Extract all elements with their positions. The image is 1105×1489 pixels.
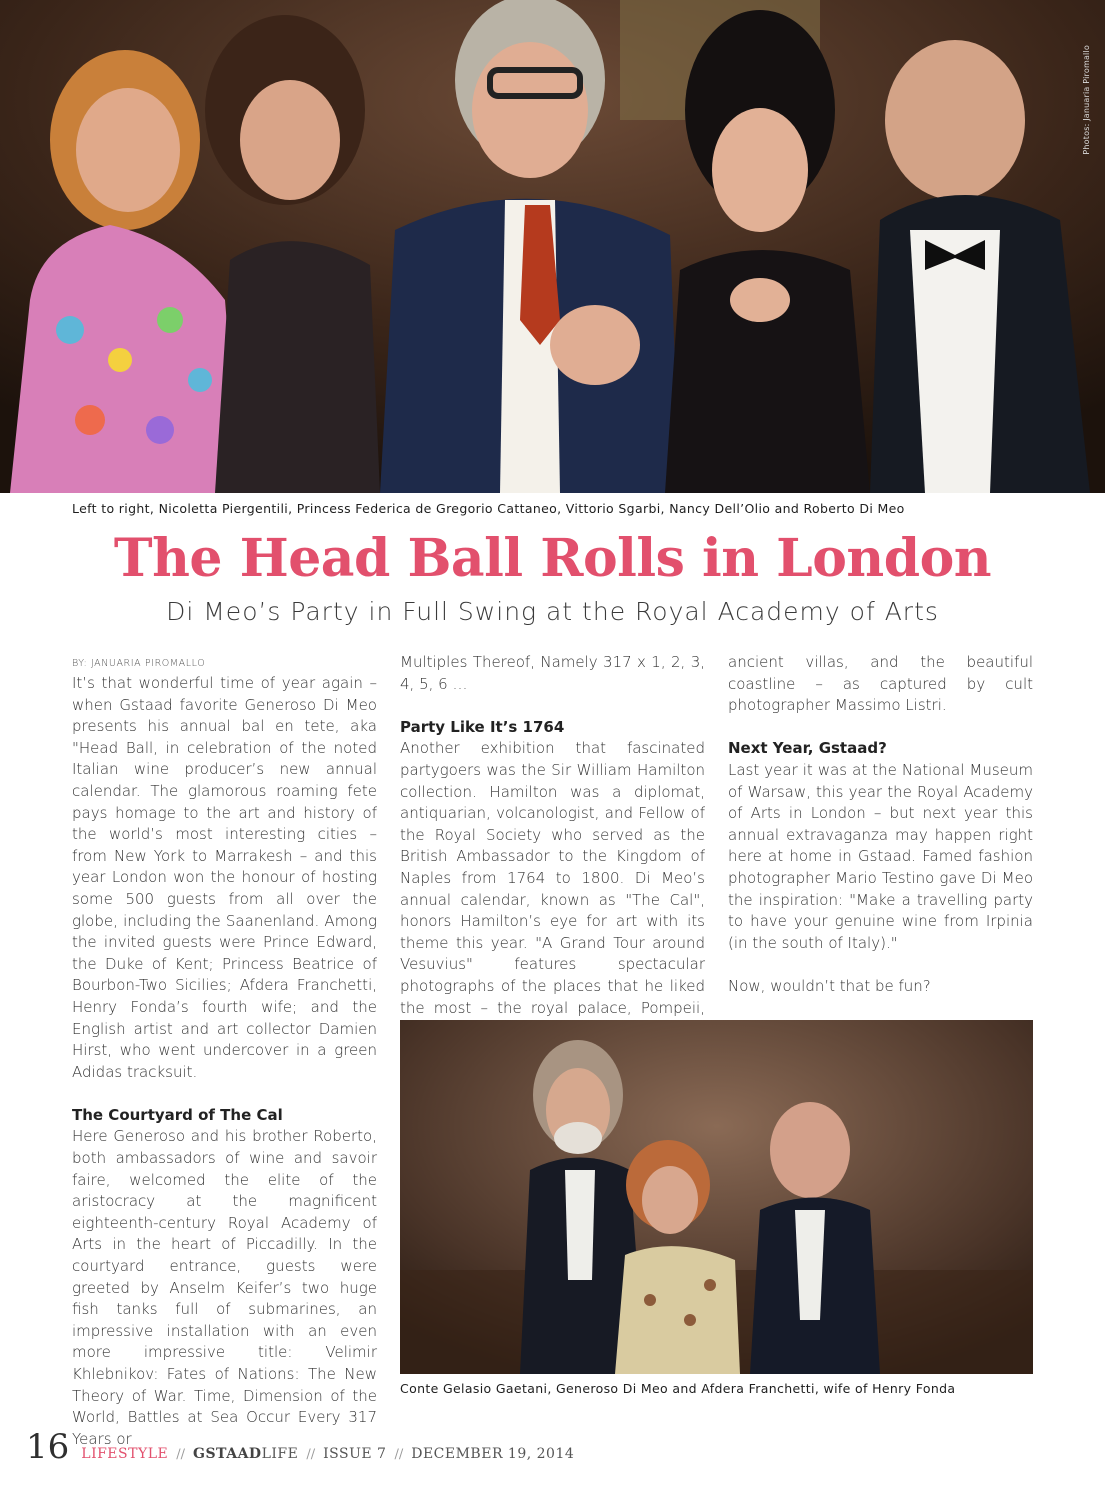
issue-date: DECEMBER 19, 2014 (411, 1446, 575, 1462)
footer-separator: // (176, 1447, 185, 1462)
article-column-3 (728, 652, 1033, 998)
article-column-2 (400, 652, 705, 1041)
issue-number: ISSUE 7 (323, 1446, 387, 1462)
footer-separator: // (306, 1447, 316, 1462)
article-paragraph: Another exhibition that fascinated partygoers was the Sir William Hamilton collection. Hamilton was a diplomat, antiquarian, volcanologist, and Fellow of the Royal Society who served as the British Ambassador to the Kingdom of Naples from 1764 to 1800. Di Meo’s annual calendar, known as "The Cal", honors Hamilton’s eye for art with its theme this year. "A Grand Tour around Vesuvius" features spectacular photographs of the places that he liked the most – the royal palace, Pompeii, (400, 739, 705, 1017)
bottom-photo-caption: Conte Gelasio Gaetani, Generoso Di Meo and Afdera Franchetti, wife of Henry Fonda (400, 1381, 956, 1396)
byline: BY: JANUARIA PIROMALLO (72, 658, 206, 669)
article-paragraph: Last year it was at the National Museum of Warsaw, this year the Royal Academy of Arts in London – but next year this annual extravaganza may happen right here at home in Gstaad. Famed fashion photographer Mario Testino gave Di Meo the inspiration: "Make a travelling party to have your genuine wine from Irpinia (in the south of Italy)." (728, 760, 1033, 952)
subheadline: Di Meo’s Party in Full Swing at the Royal Academy of Arts (166, 597, 939, 626)
article-paragraph: It’s that wonderful time of year again – when Gstaad favorite Generoso Di Meo presents his annual bal en tete, aka "Head Ball, in celebration of the noted Italian wine producer’s new annual calendar. The glamorous roaming fete pays homage to the art and history of the world’s most interesting cities – from New York to Marrakesh – and this year London won the honour of hosting some 500 guests from all over the globe, including the Saanenland. Among the invited guests were Prince Edward, the Duke of Kent; Princess Beatrice of Bourbon-Two Sicilies; Afdera Franchetti, Henry Fonda’s fourth wife; and the English artist and art collector Damien Hirst, who went undercover in a green Adidas tracksuit. (72, 674, 377, 1081)
headline: The Head Ball Rolls in London (113, 528, 992, 589)
photo-credit: Photos: Januaria Piromallo (1082, 45, 1091, 155)
section-heading: The Courtyard of The Cal (72, 1105, 283, 1124)
article-paragraph: ancient villas, and the beautiful coastline – as captured by cult photographer Massimo Listri. (728, 653, 1033, 715)
section-label: LIFESTYLE (81, 1446, 169, 1462)
footer-separator: // (394, 1447, 404, 1462)
magazine-name-bold: GSTAAD (192, 1446, 262, 1462)
page-footer (26, 1427, 574, 1467)
top-photo (0, 0, 1105, 493)
section-heading: Party Like It’s 1764 (400, 717, 565, 736)
magazine-name-rest: LIFE (261, 1446, 299, 1462)
article-paragraph: Now, wouldn’t that be fun? (728, 976, 931, 995)
section-heading: Next Year, Gstaad? (728, 739, 887, 758)
top-photo-caption: Left to right, Nicoletta Piergentili, Princess Federica de Gregorio Cattaneo, Vittorio Sgarbi, Nancy Dell’Olio and Roberto Di Meo (72, 501, 905, 516)
article-paragraph: Here Generoso and his brother Roberto, both ambassadors of wine and savoir faire, welcomed the elite of the aristocracy at the magnificent eighteenth-century Royal Academy of Arts in the heart of Piccadilly. In the courtyard entrance, guests were greeted by Anselm Keifer’s two huge fish tanks full of submarines, an impressive installation with an even more impressive title: Velimir Khlebnikov: Fates of Nations: The New Theory of War. Time, Dimension of the World, Battles at Sea Occur Every 317 Years or (72, 1127, 377, 1448)
page-number: 16 (26, 1427, 70, 1467)
bottom-photo (400, 1020, 1033, 1374)
article-column-1 (72, 657, 377, 1450)
article-paragraph: Multiples Thereof, Namely 317 x 1, 2, 3, 4, 5, 6 … (400, 653, 705, 693)
